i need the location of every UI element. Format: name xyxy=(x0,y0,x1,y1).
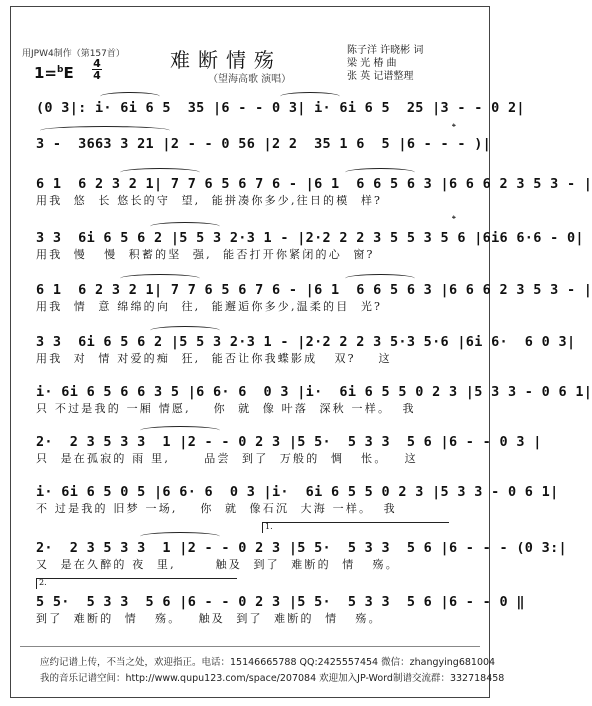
composer-credit: 梁 光 椿 曲 xyxy=(347,58,397,69)
slur xyxy=(40,126,170,135)
score-line-9: i· 6i 6 5 0 5 |6 6· 6 0 3 |i· 6i 6 5 5 0 2 3 |5 3 3 - 0 6 1| xyxy=(36,484,559,500)
lyric-line-8: 只 是在孤寂的 雨 里, 品尝 到了 万般的 惆 怅。 这 xyxy=(36,452,418,465)
lyric-line-4: 用我 慢 慢 积蓄的坚 强, 能否打开你紧闭的心 窗? xyxy=(36,248,375,261)
score-line-6: 3 3 6i 6 5 6 2 |5 5 3 2·3 1 - |2·2 2 2 3 5·3 5·6 |6i 6· 6 0 3| xyxy=(36,334,576,350)
second-ending-number: 2. xyxy=(39,578,47,587)
slur xyxy=(140,426,220,435)
slur xyxy=(140,532,220,541)
song-title: 难断情殇 xyxy=(170,48,282,72)
segno-mark: 𝄌 xyxy=(452,121,456,134)
time-signature xyxy=(92,58,102,81)
score-line-5: 6 1 6 2 3 2 1| 7 7 6 5 6 7 6 - |6 1 6 6 5 6 3 |6 6 6 2 3 5 3 - | xyxy=(36,282,592,298)
coda-mark: 𝄌 xyxy=(452,213,456,226)
meter-bottom: 4 xyxy=(93,69,101,82)
lyricist-credit: 陈子洋 许晓彬 词 xyxy=(347,45,424,56)
score-line-1: (0 3|: i· 6i 6 5 35 |6 - - 0 3| i· 6i 6 5 25 |3 - - 0 2| xyxy=(36,100,525,116)
first-ending-number: 1. xyxy=(265,522,273,531)
first-ending-bracket xyxy=(262,522,449,533)
maker-note: 用JPW4制作（第157首） xyxy=(22,49,125,59)
slur xyxy=(345,274,415,283)
slur xyxy=(280,92,340,101)
lyric-line-7: 只 不过是我的 一厢 情愿, 你 就 像 叶落 深秋 一样。 我 xyxy=(36,402,416,415)
score-line-3: 6 1 6 2 3 2 1| 7 7 6 5 6 7 6 - |6 1 6 6 5 6 3 |6 6 6 2 3 5 3 - | xyxy=(36,176,592,192)
score-line-8: 2· 2 3 5 3 3 1 |2 - - 0 2 3 |5 5· 5 3 3 5 6 |6 - - 0 3 | xyxy=(36,434,542,450)
flat-sign: b xyxy=(57,65,64,75)
website-line: 我的音乐记谱空间：http://www.qupu123.com/space/207084 欢迎加入JP-Word制谱交流群：332718458 xyxy=(40,673,505,684)
lyric-line-9: 不 过是我的 旧梦 一场, 你 就 像石沉 大海 一样。 我 xyxy=(36,502,397,515)
transcriber-credit: 张 英 记谱整理 xyxy=(347,71,414,82)
lyric-line-11: 到了 难断的 情 殇。 触及 到了 难断的 情 殇。 xyxy=(36,612,382,625)
slur xyxy=(345,168,415,177)
performer-note: （望海高歌 演唱） xyxy=(208,74,292,85)
key-prefix: 1= xyxy=(34,64,58,82)
credits xyxy=(347,44,423,83)
second-ending-bracket xyxy=(36,578,237,589)
lyric-line-5: 用我 情 意 绵绵的向 往, 能邂逅你多少,温柔的目 光? xyxy=(36,300,383,313)
meter-top: 4 xyxy=(93,57,101,70)
key-note: E xyxy=(63,64,74,82)
slur xyxy=(120,274,200,283)
slur xyxy=(150,326,220,335)
key-signature xyxy=(34,64,74,82)
lyric-line-3: 用我 悠 长 悠长的守 望, 能拼凑你多少,往日的模 样? xyxy=(36,194,383,207)
score-line-7: i· 6i 6 5 6 6 3 5 |6 6· 6 0 3 |i· 6i 6 5 5 0 2 3 |5 3 3 - 0 6 1| xyxy=(36,384,592,400)
score-line-4: 3 3 6i 6 5 6 2 |5 5 3 2·3 1 - |2·2 2 2 3 5 5 3 5 6 |6i6 6·6 - 0| xyxy=(36,230,584,246)
footer-divider xyxy=(20,646,480,647)
score-line-10: 2· 2 3 5 3 3 1 |2 - - 0 2 3 |5 5· 5 3 3 5 6 |6 - - - (0 3:| xyxy=(36,540,567,556)
slur xyxy=(120,168,200,177)
contact-line: 应约记谱上传，不当之处，欢迎指正。电话：15146665788 QQ:2425557454 微信：zhangying681004 xyxy=(40,657,496,668)
slur xyxy=(100,92,160,101)
slur xyxy=(150,222,220,231)
score-line-2: 3 - 3663 3 21 |2 - - 0 56 |2 2 35 1 6 5 |6 - - - )| xyxy=(36,136,492,152)
score-line-11: 5 5· 5 3 3 5 6 |6 - - 0 2 3 |5 5· 5 3 3 5 6 |6 - - 0 ‖ xyxy=(36,594,525,610)
lyric-line-6: 用我 对 情 对爱的痴 狂, 能否让你我蝶影成 双? 这 xyxy=(36,352,392,365)
lyric-line-10: 又 是在久醉的 夜 里, 触及 到了 难断的 情 殇。 xyxy=(36,558,399,571)
